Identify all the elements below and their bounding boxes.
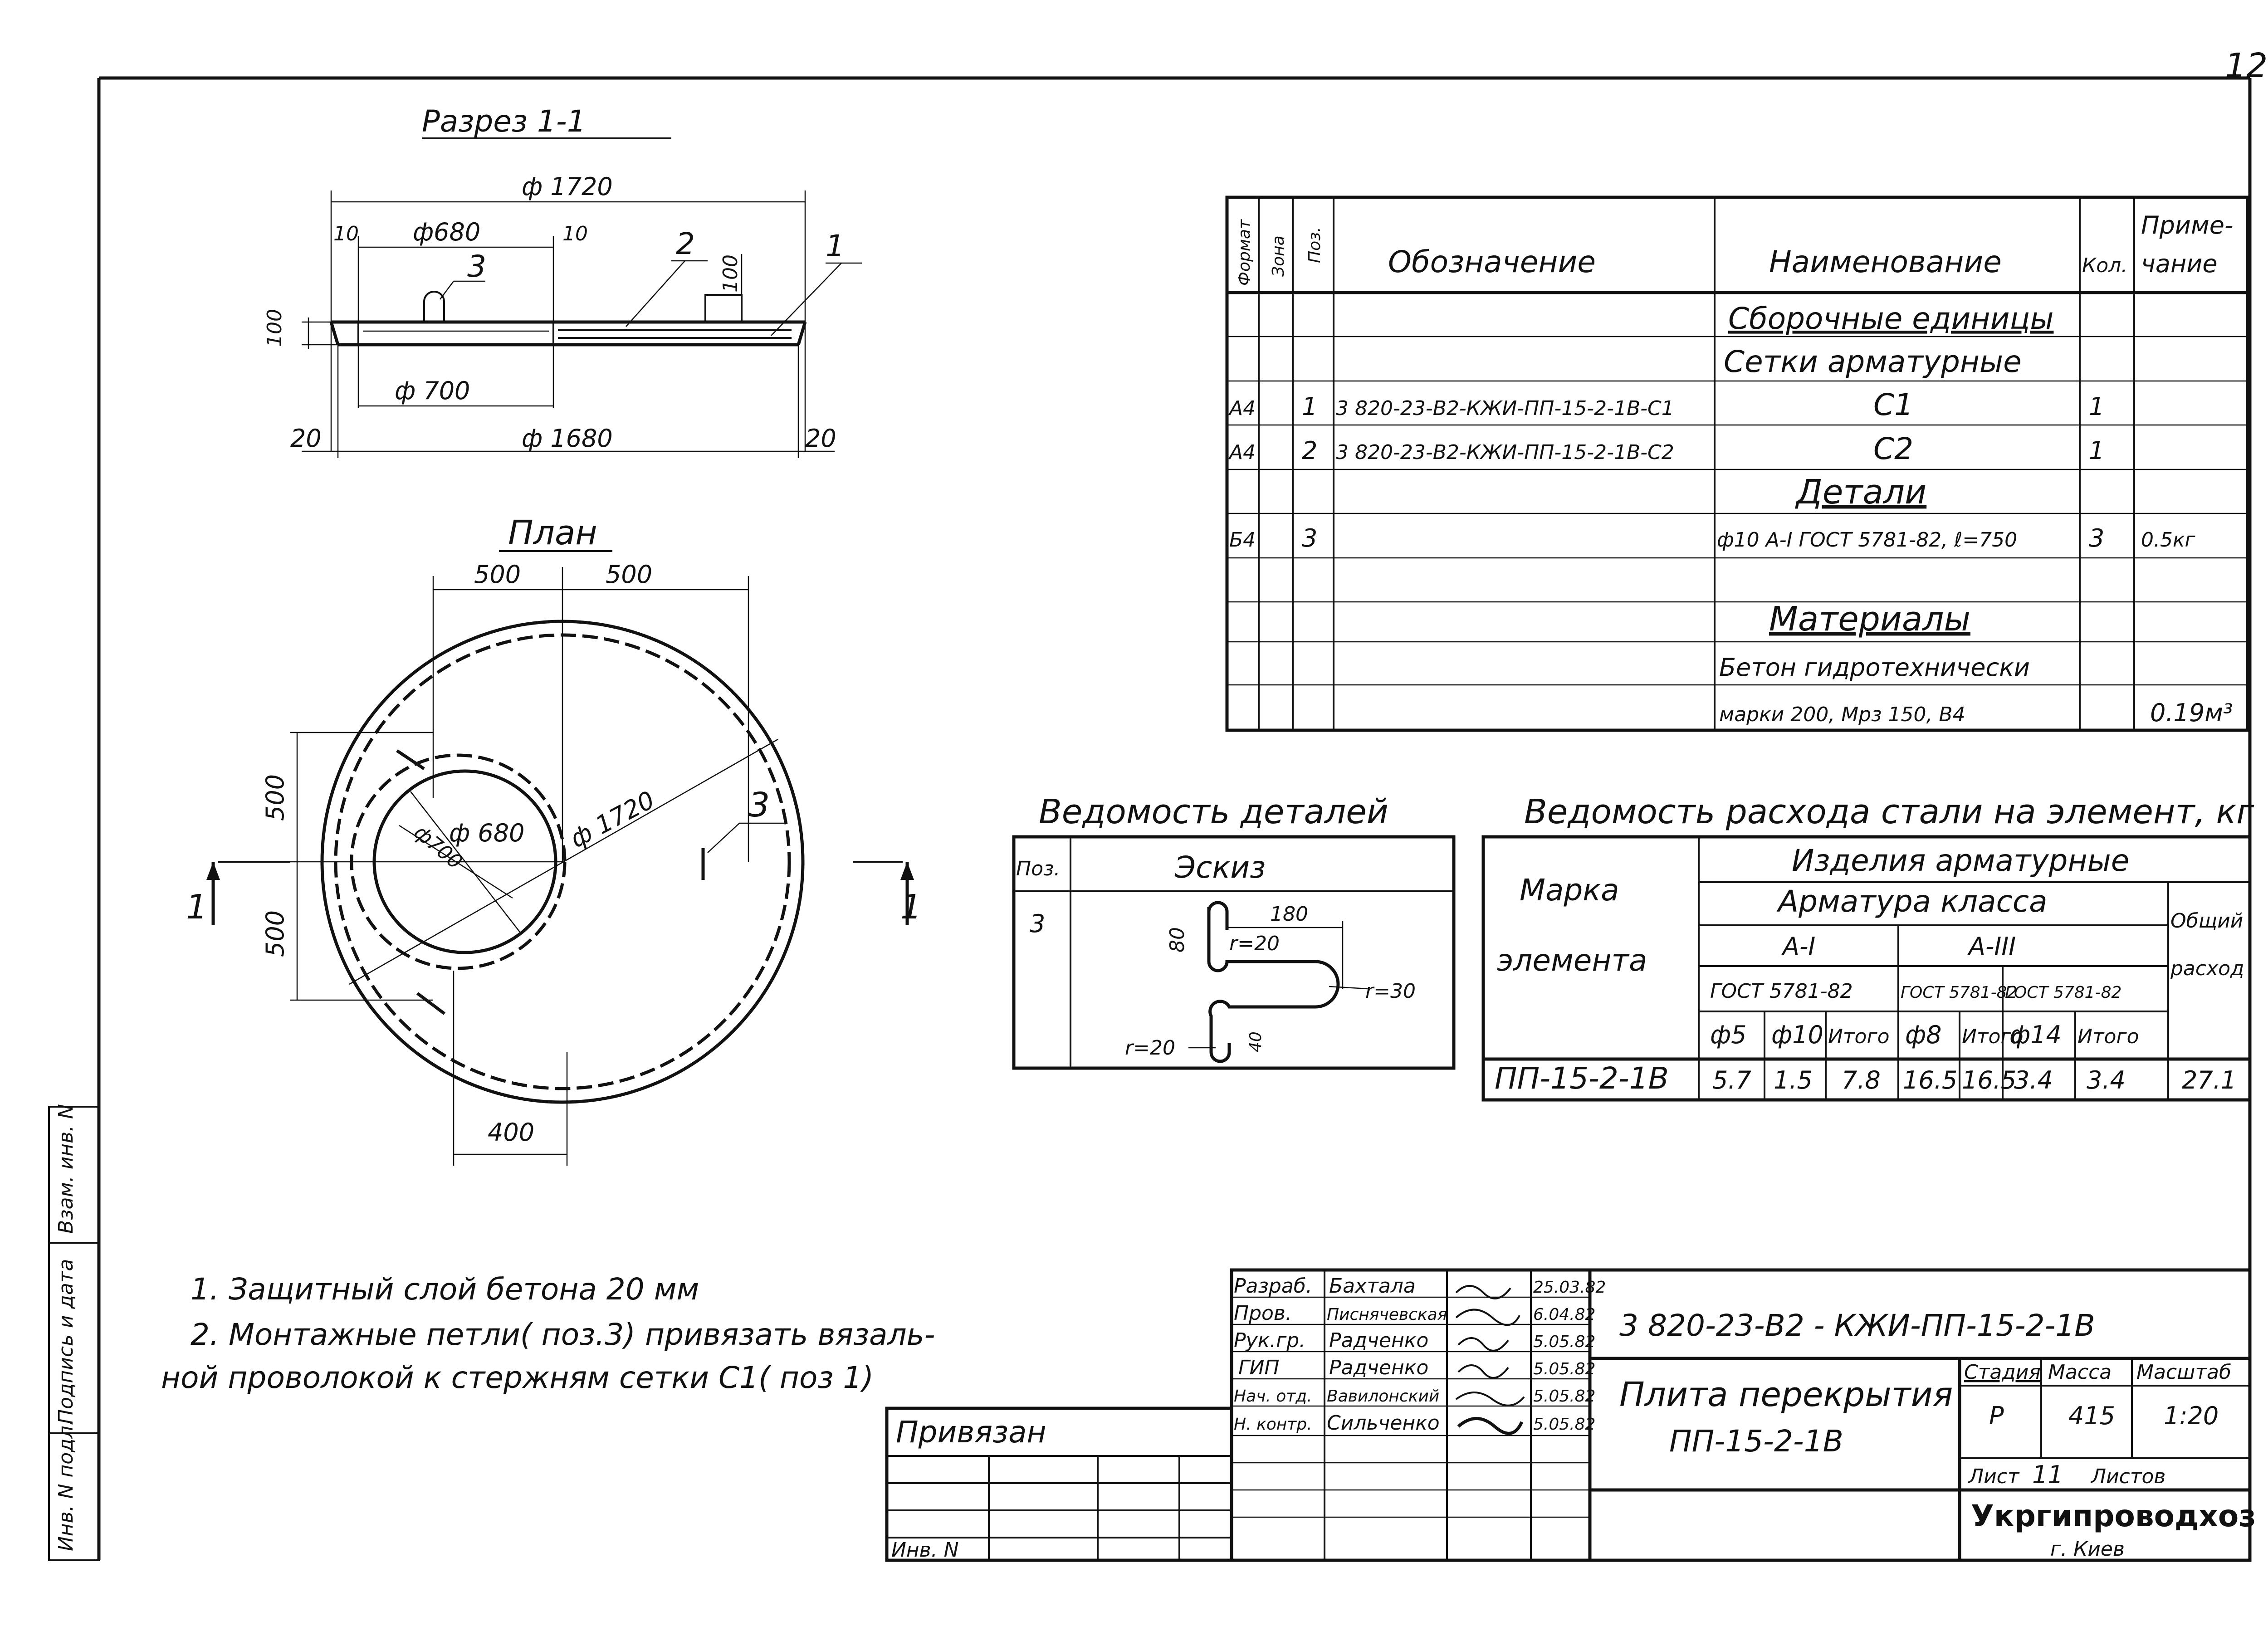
spec-row-5-pos: 3 [1302, 524, 1318, 552]
steel-row-value-4: 16.5 [1962, 1066, 2017, 1094]
role-1-date: 6.04.82 [1533, 1305, 1596, 1324]
plan-dim-500-upper: 500 [261, 774, 289, 821]
bound-label: Привязан [896, 1415, 1046, 1450]
steel-gost-a3-1: ГОСТ 5781-82 [1901, 983, 2018, 1002]
spec-row-5-format: Б4 [1229, 528, 1256, 552]
spec-row-5-note: 0.5кг [2141, 528, 2195, 552]
role-0: Разраб. [1234, 1275, 1312, 1298]
spec-header-note-1: Приме- [2141, 211, 2234, 239]
signature-2 [1458, 1338, 1508, 1351]
stage-label: Стадия [1964, 1361, 2041, 1384]
spec-header-zone: Зона [1269, 235, 1288, 277]
section-view [263, 104, 862, 458]
notes [161, 1272, 935, 1395]
slab-section [331, 292, 805, 345]
scale-label: Масштаб [2136, 1361, 2232, 1384]
spec-header-pos: Поз. [1305, 227, 1324, 263]
spec-row-9-name: марки 200, Мрз 150, В4 [1719, 703, 1965, 726]
steel-class-a3: А-III [1969, 932, 2016, 961]
title-block [887, 1270, 2256, 1562]
plan-title: План [508, 513, 597, 552]
loop-sketch [1125, 903, 1416, 1061]
dim-1680: ф 1680 [522, 424, 613, 453]
sketch-r30: r=30 [1365, 980, 1416, 1003]
steel-total-1: Общий [2170, 909, 2244, 933]
steel-row-value-2: 7.8 [1842, 1066, 1881, 1094]
sheet-label: Лист [1969, 1465, 2019, 1488]
sketch-dim-80: 80 [1166, 927, 1189, 952]
details-title: Ведомость деталей [1039, 792, 1388, 831]
spec-row-1-name: Сетки арматурные [1724, 344, 2022, 379]
spec-row-2-pos: 1 [1302, 392, 1318, 421]
side-stamp [49, 1104, 99, 1560]
spec-row-2-designation: 3 820-23-В2-КЖИ-ПП-15-2-1В-С1 [1336, 397, 1674, 420]
signature-5 [1458, 1419, 1522, 1434]
steel-sub-col-6: Итого [2077, 1025, 2139, 1048]
steel-row-value-0: 5.7 [1712, 1066, 1751, 1094]
dim-1720: ф 1720 [522, 172, 613, 201]
role-1-name: Писнячевская [1327, 1305, 1447, 1324]
steel-sub-col-4: Итого [1962, 1025, 2024, 1048]
sketch-dim-40: 40 [1246, 1031, 1265, 1052]
spec-row-5-qty: 3 [2089, 524, 2105, 552]
stamp-inv-orig: Инв. N подл. [54, 1419, 78, 1551]
role-0-name: Бахтала [1329, 1275, 1416, 1298]
steel-sub-col-2: Итого [1828, 1025, 1890, 1048]
steel-group-header: Изделия арматурные [1792, 843, 2130, 878]
sheets-label: Листов [2091, 1465, 2166, 1488]
steel-row-value-1: 1.5 [1774, 1066, 1813, 1094]
role-2: Рук.гр. [1234, 1329, 1306, 1352]
spec-row-8-name: Бетон гидротехнически [1719, 653, 2030, 682]
steel-subgroup-header: Арматура класса [1778, 884, 2048, 919]
steel-class-a1: А-I [1783, 932, 1816, 961]
spec-row-3-pos: 2 [1302, 436, 1318, 465]
steel-title: Ведомость расхода стали на элемент, кг [1524, 792, 2254, 831]
plan-view [186, 513, 922, 1166]
title-line-1: Плита перекрытия [1619, 1375, 1953, 1414]
mass-value: 415 [2068, 1402, 2116, 1430]
spec-row-3-designation: 3 820-23-В2-КЖИ-ПП-15-2-1В-С2 [1336, 441, 1674, 464]
details-row-pos: 3 [1030, 909, 1046, 938]
role-5-date: 5.05.82 [1533, 1415, 1596, 1434]
dim-20-left: 20 [290, 424, 322, 453]
spec-header-format: Формат [1235, 219, 1254, 286]
cut-mark-right: 1 [900, 888, 922, 927]
plan-dim-700: ф700 [409, 820, 467, 874]
steel-sub-col-1: ф10 [1771, 1021, 1823, 1049]
role-4: Нач. отд. [1234, 1387, 1312, 1406]
steel-gost-a1: ГОСТ 5781-82 [1710, 980, 1853, 1003]
role-5-name: Сильченко [1327, 1411, 1440, 1435]
plan-dim-680: ф 680 [449, 819, 525, 847]
sheet-number: 11 [2032, 1460, 2063, 1489]
loop-mark-top [397, 751, 424, 769]
dim-700-section: ф 700 [395, 376, 470, 405]
lifting-loop [424, 292, 444, 322]
sketch-dim-180: 180 [1270, 903, 1308, 926]
section-callout-3: 3 [467, 249, 486, 284]
plan-dim-500-lower: 500 [261, 910, 289, 957]
spec-row-3-qty: 1 [2089, 436, 2105, 465]
steel-sub-col-5: ф14 [2009, 1021, 2062, 1049]
note-1: 1. Защитный слой бетона 20 мм [191, 1272, 699, 1307]
role-1: Пров. [1234, 1302, 1292, 1325]
note-3: ной проволокой к стержням сетки С1( поз 1) [161, 1360, 874, 1395]
section-callout-2: 2 [676, 226, 695, 261]
steel-row-mark: ПП-15-2-1В [1495, 1061, 1669, 1096]
signature-0 [1456, 1286, 1510, 1299]
steel-gost-a3-2: ГОСТ 5781-82 [2005, 983, 2122, 1002]
steel-sub-col-0: ф5 [1710, 1021, 1747, 1049]
plan-dim-500-left: 500 [474, 560, 521, 589]
role-4-date: 5.05.82 [1533, 1387, 1596, 1406]
steel-row-total: 27.1 [2182, 1066, 2237, 1094]
stamp-replace-inv: Взам. инв. N [54, 1104, 78, 1234]
steel-table [1483, 792, 2254, 1100]
spec-row-7-name: Материалы [1769, 600, 1970, 639]
spec-row-2-qty: 1 [2089, 392, 2105, 421]
signature-4 [1456, 1392, 1524, 1406]
spec-row-4-name: Детали [1796, 473, 1927, 512]
details-table [1014, 792, 1454, 1068]
steel-row-value-6: 3.4 [2087, 1066, 2126, 1094]
steel-total-2: расход [2170, 957, 2244, 980]
spec-header-note-2: чание [2141, 249, 2218, 278]
dim-100-right: 100 [719, 254, 742, 293]
spec-row-2-format: А4 [1229, 397, 1256, 420]
page-number: 12 [2225, 46, 2268, 85]
steel-sub-col-3: ф8 [1905, 1021, 1942, 1049]
spec-table [1227, 197, 2248, 730]
steel-row-value-5: 3.4 [2014, 1066, 2053, 1094]
plan-callout-3: 3 [748, 786, 770, 825]
spec-header-name: Наименование [1769, 244, 2002, 279]
dim-100-left: 100 [263, 309, 286, 347]
section-title: Разрез 1-1 [422, 104, 586, 139]
role-3: ГИП [1238, 1356, 1280, 1379]
sketch-r20-top: r=20 [1229, 932, 1280, 955]
stamp-sign-date: Подпись и дата [54, 1259, 78, 1424]
role-3-date: 5.05.82 [1533, 1360, 1596, 1378]
title-line-2: ПП-15-2-1В [1669, 1424, 1843, 1459]
cut-mark-left: 1 [186, 888, 208, 927]
dim-20-right: 20 [805, 424, 836, 453]
role-2-name: Радченко [1329, 1329, 1429, 1352]
doc-code: 3 820-23-В2 - КЖИ-ПП-15-2-1В [1619, 1308, 2095, 1343]
role-3-name: Радченко [1329, 1356, 1429, 1379]
city: г. Киев [2050, 1538, 2125, 1561]
role-2-date: 5.05.82 [1533, 1333, 1596, 1351]
leader-700 [411, 791, 525, 934]
plan-dim-1720: ф 1720 [565, 785, 660, 854]
dim-10-right: 10 [562, 222, 588, 245]
organization: Укргипроводхоз [1971, 1499, 2256, 1533]
steel-col-mark-2: элемента [1497, 943, 1647, 978]
role-0-date: 25.03.82 [1533, 1278, 1606, 1297]
spec-header-designation: Обозначение [1388, 244, 1596, 279]
loop-mark-bottom [417, 993, 445, 1014]
spec-header-qty: Кол. [2082, 254, 2128, 277]
stage-value: Р [1989, 1402, 2004, 1430]
dim-10-left: 10 [333, 222, 359, 245]
role-4-name: Вавилонский [1327, 1387, 1440, 1406]
sketch-r20-bottom: r=20 [1125, 1036, 1175, 1060]
spec-row-5-name: ф10 А-I ГОСТ 5781-82, ℓ=750 [1717, 528, 2018, 552]
note-2: 2. Монтажные петли( поз.3) привязать вязаль- [191, 1317, 935, 1352]
spec-row-9-note: 0.19м³ [2150, 698, 2233, 727]
scale-value: 1:20 [2164, 1402, 2219, 1430]
spec-row-0-name: Сборочные единицы [1728, 301, 2054, 336]
details-col-sketch: Эскиз [1175, 850, 1266, 885]
role-5: Н. контр. [1234, 1415, 1312, 1434]
inv-label: Инв. N [891, 1538, 959, 1562]
section-callout-1: 1 [826, 229, 845, 264]
spec-row-2-name: С1 [1873, 387, 1914, 422]
steel-row-value-3: 16.5 [1903, 1066, 1958, 1094]
mass-label: Масса [2048, 1361, 2112, 1384]
plan-dim-500-right: 500 [606, 560, 653, 589]
dim-680: ф680 [413, 218, 481, 246]
loop-block [705, 295, 742, 322]
plan-dim-400: 400 [488, 1118, 535, 1147]
spec-row-3-format: А4 [1229, 441, 1256, 464]
details-col-pos: Поз. [1016, 857, 1061, 880]
signature-3 [1458, 1365, 1508, 1378]
spec-row-3-name: С2 [1873, 431, 1914, 466]
signature-1 [1456, 1310, 1520, 1325]
steel-col-mark-1: Марка [1520, 873, 1619, 908]
